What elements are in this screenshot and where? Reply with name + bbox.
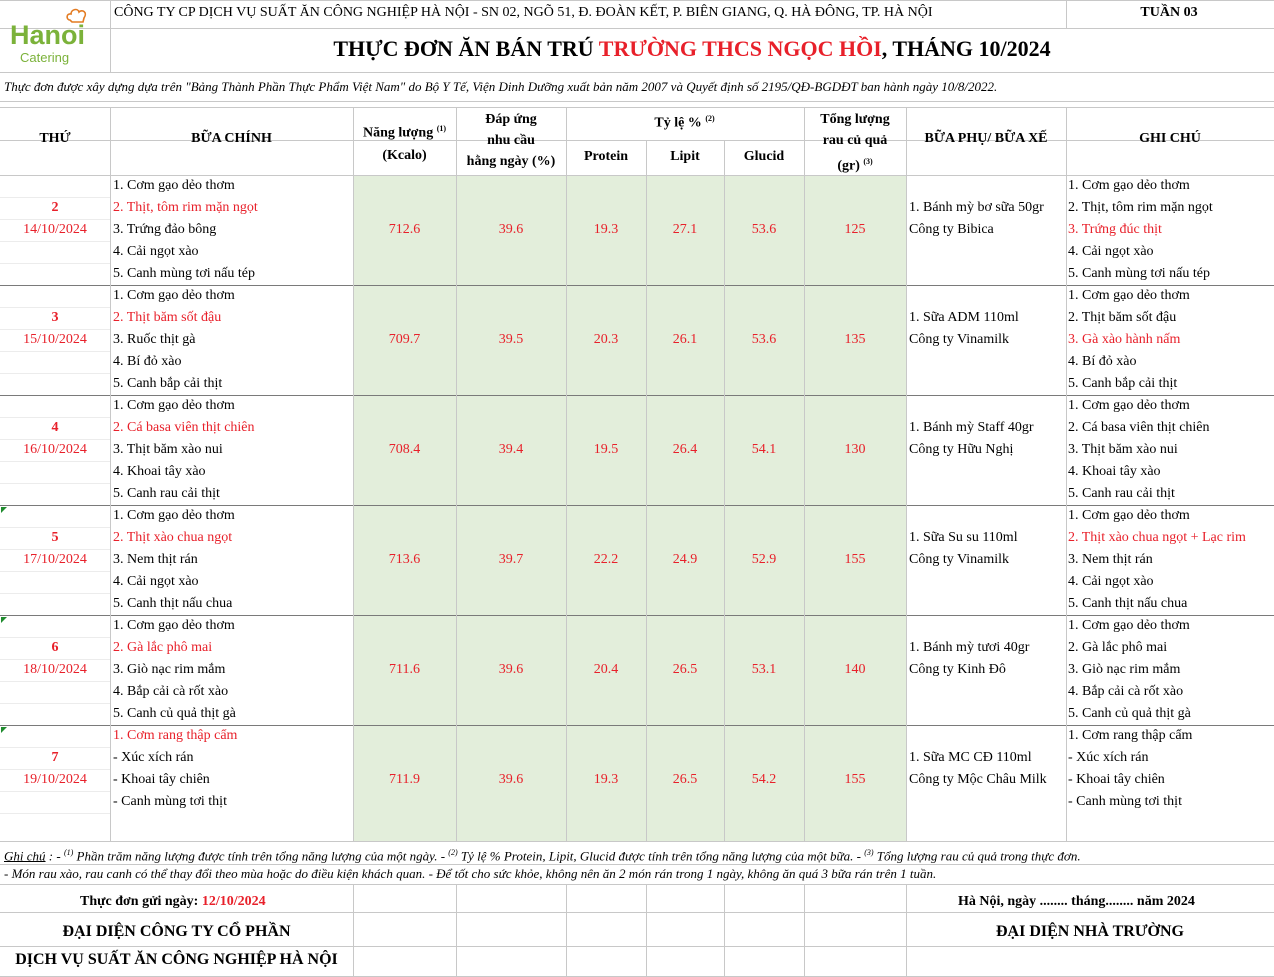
rau-2: rau củ quả bbox=[822, 133, 888, 148]
snack-item: 1. Sữa ADM 110ml bbox=[909, 310, 1019, 325]
note-item: 4. Bắp cải cà rốt xào bbox=[1068, 684, 1184, 699]
note-item: 5. Canh mùng tơi nấu tép bbox=[1068, 266, 1210, 281]
snack-item: 1. Bánh mỳ Staff 40gr bbox=[909, 420, 1034, 435]
week-label: TUẦN 03 bbox=[1140, 5, 1198, 20]
main-dish-item: 5. Canh bắp cải thịt bbox=[113, 376, 223, 391]
main-dish-item: 4. Bắp cải cà rốt xào bbox=[113, 684, 229, 699]
snack-supplier: Công ty Mộc Châu Milk bbox=[909, 772, 1047, 787]
value-protein: 20.3 bbox=[593, 332, 619, 347]
main-dish-item: 4. Khoai tây xào bbox=[113, 464, 206, 479]
nang-luong-unit: (Kcalo) bbox=[382, 147, 427, 163]
note-item: 2. Gà lắc phô mai bbox=[1068, 640, 1168, 655]
main-dish-item: 1. Cơm gạo dẻo thơm bbox=[113, 508, 235, 523]
note-item: 3. Giò nạc rim mắm bbox=[1068, 662, 1181, 677]
col-lipit: Lipit bbox=[670, 149, 700, 164]
day-number: 6 bbox=[51, 640, 59, 655]
logo-wordmark: Hanoi bbox=[10, 20, 86, 50]
day-date: 18/10/2024 bbox=[23, 662, 87, 677]
note-item: 5. Canh bắp cải thịt bbox=[1068, 376, 1178, 391]
value-glucid: 53.6 bbox=[751, 222, 777, 237]
row-line bbox=[0, 483, 110, 484]
note-item: 5. Canh thịt nấu chua bbox=[1068, 596, 1188, 611]
note-item: 3. Gà xào hành nấm bbox=[1068, 332, 1181, 347]
note-item: - Khoai tây chiên bbox=[1068, 772, 1165, 787]
dap-ung-1: Đáp ứng bbox=[485, 112, 537, 127]
row-line bbox=[0, 791, 110, 792]
value-energy: 711.9 bbox=[389, 772, 420, 787]
col-bua-phu: BỮA PHỤ/ BỮA XẾ bbox=[924, 131, 1048, 146]
footnote-3: Tổng lượng rau củ quả trong thực đơn. bbox=[873, 848, 1081, 864]
note-item: 3. Nem thịt rán bbox=[1068, 552, 1153, 567]
day-date: 14/10/2024 bbox=[23, 222, 87, 237]
grid-vline bbox=[456, 107, 457, 841]
main-dish-item: 2. Thịt xào chua ngọt bbox=[113, 530, 233, 545]
main-dish-item: 2. Thịt băm sốt đậu bbox=[113, 310, 222, 325]
main-dish-item: 2. Gà lắc phô mai bbox=[113, 640, 213, 655]
company-line: CÔNG TY CP DỊCH VỤ SUẤT ĂN CÔNG NGHIỆP HÀ NỘI - SN 02, NGÕ 51, Đ. ĐOÀN KẾT, P. BIÊN GIANG, Q. HÀ ĐÔNG, TP. HÀ NỘI bbox=[114, 5, 933, 20]
snack-supplier: Công ty Hữu Nghị bbox=[909, 442, 1014, 457]
day-number: 7 bbox=[51, 750, 59, 765]
grid-hline bbox=[0, 107, 1274, 108]
footnote-sep: : - bbox=[45, 848, 64, 864]
grid-hline bbox=[0, 28, 1274, 29]
day-number: 3 bbox=[51, 310, 59, 325]
note-item: 1. Cơm gạo dẻo thơm bbox=[1068, 508, 1190, 523]
main-dish-item: 4. Cải ngọt xào bbox=[113, 574, 199, 589]
grid-vline bbox=[724, 140, 725, 841]
main-dish-item: 2. Cá basa viên thịt chiên bbox=[113, 420, 255, 435]
footnote-line-2: - Món rau xào, rau canh có thể thay đổi theo mùa hoặc do điều kiện khách quan. - Để tốt cho sức khỏe, không nên ăn 2 món rán trong 1 ngày, không ăn quá 3 bữa rán trên 1 tuần. bbox=[4, 866, 937, 881]
footnote-sup-1: (1) bbox=[63, 848, 74, 857]
main-dish-item: 2. Thịt, tôm rim mặn ngọt bbox=[113, 200, 258, 215]
main-dish-item: 1. Cơm gạo dẻo thơm bbox=[113, 618, 235, 633]
snack-supplier: Công ty Kinh Đô bbox=[909, 662, 1006, 677]
col-ty-le bbox=[566, 114, 803, 132]
rep-company-1: ĐẠI DIỆN CÔNG TY CỔ PHẦN bbox=[62, 923, 291, 940]
snack-item: 1. Bánh mỳ tươi 40gr bbox=[909, 640, 1030, 655]
day-date: 16/10/2024 bbox=[23, 442, 87, 457]
main-dish-item: 4. Bí đỏ xào bbox=[113, 354, 182, 369]
value-energy: 711.6 bbox=[389, 662, 420, 677]
main-dish-item: - Canh mùng tơi thịt bbox=[113, 794, 227, 809]
grid-vline bbox=[566, 884, 567, 976]
main-dish-item: 1. Cơm gạo dẻo thơm bbox=[113, 288, 235, 303]
note-item: 1. Cơm gạo dẻo thơm bbox=[1068, 618, 1190, 633]
value-pct: 39.4 bbox=[498, 442, 524, 457]
main-dish-item: 1. Cơm gạo dẻo thơm bbox=[113, 398, 235, 413]
grid-hline bbox=[0, 841, 1274, 842]
value-glucid: 54.1 bbox=[751, 442, 777, 457]
main-dish-item: 3. Nem thịt rán bbox=[113, 552, 198, 567]
ty-le-label: Tỷ lệ % bbox=[654, 115, 702, 131]
place-date: Hà Nội, ngày ........ tháng........ năm 2024 bbox=[958, 894, 1195, 909]
snack-item: 1. Bánh mỳ bơ sữa 50gr bbox=[909, 200, 1044, 215]
sent-date: 12/10/2024 bbox=[201, 894, 266, 909]
footnote-2: Tỷ lệ % Protein, Lipit, Glucid được tính trên tổng năng lượng của một bữa. - bbox=[457, 848, 865, 864]
nang-luong-label: Năng lượng bbox=[362, 125, 434, 141]
row-line bbox=[0, 241, 110, 242]
value-veg: 125 bbox=[844, 222, 866, 237]
logo bbox=[8, 8, 104, 68]
value-energy: 708.4 bbox=[388, 442, 421, 457]
note-item: 4. Bí đỏ xào bbox=[1068, 354, 1137, 369]
grid-vline bbox=[724, 884, 725, 976]
note-item: 2. Thịt xào chua ngọt + Lạc rim bbox=[1068, 530, 1246, 545]
value-lipit: 26.1 bbox=[672, 332, 698, 347]
snack-supplier: Công ty Vinamilk bbox=[909, 332, 1010, 347]
value-energy: 709.7 bbox=[388, 332, 421, 347]
note-item: - Xúc xích rán bbox=[1068, 750, 1149, 765]
note-item: 3. Trứng đúc thịt bbox=[1068, 222, 1162, 237]
main-dish-item: 5. Canh thịt nấu chua bbox=[113, 596, 233, 611]
note-item: 4. Cải ngọt xào bbox=[1068, 244, 1154, 259]
value-lipit: 24.9 bbox=[672, 552, 698, 567]
main-dish-item: - Khoai tây chiên bbox=[113, 772, 210, 787]
snack-item: 1. Sữa MC CĐ 110ml bbox=[909, 750, 1032, 765]
value-protein: 19.5 bbox=[593, 442, 619, 457]
sent-date-line bbox=[80, 892, 266, 912]
note-item: 5. Canh củ quả thịt gà bbox=[1068, 706, 1191, 721]
day-date: 15/10/2024 bbox=[23, 332, 87, 347]
day-number: 4 bbox=[51, 420, 59, 435]
main-dish-item: 3. Giò nạc rim mắm bbox=[113, 662, 226, 677]
value-pct: 39.6 bbox=[498, 662, 524, 677]
col-rau bbox=[804, 109, 906, 177]
rep-company-2: DỊCH VỤ SUẤT ĂN CÔNG NGHIỆP HÀ NỘI bbox=[15, 951, 338, 968]
value-energy: 712.6 bbox=[388, 222, 421, 237]
main-dish-item: 3. Thịt băm xào nui bbox=[113, 442, 223, 457]
note-item: 3. Thịt băm xào nui bbox=[1068, 442, 1178, 457]
value-glucid: 53.6 bbox=[751, 332, 777, 347]
main-dish-item: 1. Cơm rang thập cẩm bbox=[113, 728, 238, 743]
footnote-line-1 bbox=[4, 843, 1081, 866]
value-veg: 155 bbox=[844, 772, 866, 787]
value-lipit: 26.5 bbox=[672, 772, 698, 787]
main-dish-item: 5. Canh mùng tơi nấu tép bbox=[113, 266, 255, 281]
value-protein: 19.3 bbox=[593, 772, 619, 787]
value-veg: 155 bbox=[844, 552, 866, 567]
value-energy: 713.6 bbox=[388, 552, 421, 567]
row-line bbox=[0, 461, 110, 462]
row-line bbox=[0, 351, 110, 352]
comment-marker-icon bbox=[1, 617, 7, 623]
value-pct: 39.5 bbox=[498, 332, 524, 347]
row-line bbox=[0, 263, 110, 264]
ghi-chu-label: Ghi chú bbox=[4, 848, 46, 864]
grid-vline bbox=[566, 107, 567, 841]
grid-vline bbox=[646, 140, 647, 841]
footnote-sup-2: (2) bbox=[448, 848, 458, 857]
snack-supplier: Công ty Vinamilk bbox=[909, 552, 1010, 567]
grid-hline bbox=[0, 912, 1274, 913]
row-line bbox=[0, 703, 110, 704]
note-item: 4. Cải ngọt xào bbox=[1068, 574, 1154, 589]
row-line bbox=[0, 681, 110, 682]
value-glucid: 52.9 bbox=[751, 552, 777, 567]
grid-vline bbox=[1066, 107, 1067, 841]
dap-ung-2: nhu cầu bbox=[487, 133, 535, 148]
value-glucid: 54.2 bbox=[751, 772, 777, 787]
grid-hline bbox=[0, 72, 1274, 73]
chef-hat-icon bbox=[66, 8, 88, 31]
col-protein: Protein bbox=[583, 149, 629, 164]
page-title bbox=[110, 36, 1274, 62]
main-dish-item: 4. Cải ngọt xào bbox=[113, 244, 199, 259]
note-item: 5. Canh rau cải thịt bbox=[1068, 486, 1175, 501]
note-item: 1. Cơm rang thập cẩm bbox=[1068, 728, 1193, 743]
dap-ung-3: hằng ngày (%) bbox=[466, 154, 556, 169]
rep-school: ĐẠI DIỆN NHÀ TRƯỜNG bbox=[995, 923, 1184, 940]
logo-subtitle: Catering bbox=[20, 50, 70, 65]
grid-vline bbox=[110, 107, 111, 841]
grid-vline bbox=[906, 107, 907, 841]
main-dish-item: 1. Cơm gạo dẻo thơm bbox=[113, 178, 235, 193]
day-number: 2 bbox=[51, 200, 59, 215]
value-glucid: 53.1 bbox=[751, 662, 777, 677]
note-item: 1. Cơm gạo dẻo thơm bbox=[1068, 178, 1190, 193]
snack-item: 1. Sữa Su su 110ml bbox=[909, 530, 1018, 545]
grid-hline bbox=[0, 884, 1274, 885]
col-glucid: Glucid bbox=[743, 149, 785, 164]
note-item: 2. Cá basa viên thịt chiên bbox=[1068, 420, 1210, 435]
grid-vline bbox=[353, 107, 354, 841]
main-dish-item: 5. Canh củ quả thịt gà bbox=[113, 706, 236, 721]
grid-vline bbox=[646, 884, 647, 976]
row-line bbox=[0, 593, 110, 594]
snack-bg bbox=[907, 175, 1066, 841]
row-line bbox=[0, 813, 110, 814]
row-line bbox=[0, 571, 110, 572]
note-item: 2. Thịt, tôm rim mặn ngọt bbox=[1068, 200, 1213, 215]
rau-1: Tổng lượng bbox=[820, 112, 890, 127]
grid-hline bbox=[566, 140, 804, 141]
main-dish-item: 5. Canh rau cải thịt bbox=[113, 486, 220, 501]
grid-vline bbox=[456, 884, 457, 976]
footnote-1: Phần trăm năng lượng được tính trên tổng năng lượng của một ngày. - bbox=[73, 848, 449, 864]
row-line bbox=[0, 373, 110, 374]
main-dish-item: 3. Trứng đảo bông bbox=[113, 222, 217, 237]
comment-marker-icon bbox=[1, 727, 7, 733]
note-item: 1. Cơm gạo dẻo thơm bbox=[1068, 398, 1190, 413]
value-lipit: 27.1 bbox=[672, 222, 698, 237]
comment-marker-icon bbox=[1, 507, 7, 513]
title-part1: THỰC ĐƠN ĂN BÁN TRÚ bbox=[333, 36, 599, 61]
rau-3: (gr) bbox=[837, 158, 860, 174]
value-pct: 39.7 bbox=[498, 552, 524, 567]
footnote-sup-3: (3) bbox=[864, 848, 874, 857]
main-dish-item: 3. Ruốc thịt gà bbox=[113, 332, 196, 347]
value-pct: 39.6 bbox=[498, 222, 524, 237]
col-dap-ung bbox=[456, 109, 566, 172]
note-item: 4. Khoai tây xào bbox=[1068, 464, 1161, 479]
col-ghi-chu: GHI CHÚ bbox=[1139, 131, 1201, 146]
value-lipit: 26.5 bbox=[672, 662, 698, 677]
value-protein: 20.4 bbox=[593, 662, 619, 677]
sent-label: Thực đơn gửi ngày: bbox=[80, 894, 202, 909]
col-bua-chinh: BỮA CHÍNH bbox=[191, 131, 272, 146]
main-dish-item: - Xúc xích rán bbox=[113, 750, 194, 765]
value-protein: 22.2 bbox=[593, 552, 619, 567]
note-item: 2. Thịt băm sốt đậu bbox=[1068, 310, 1177, 325]
value-veg: 135 bbox=[844, 332, 866, 347]
day-date: 17/10/2024 bbox=[23, 552, 87, 567]
value-veg: 130 bbox=[844, 442, 866, 457]
col-nang-luong bbox=[353, 118, 456, 167]
grid-hline bbox=[0, 946, 1274, 947]
title-school: TRƯỜNG THCS NGỌC HỒI bbox=[598, 36, 882, 61]
value-lipit: 26.4 bbox=[672, 442, 698, 457]
value-veg: 140 bbox=[844, 662, 866, 677]
rau-sup: (3) bbox=[863, 157, 873, 166]
title-part2: , THÁNG 10/2024 bbox=[881, 36, 1051, 61]
grid-vline bbox=[353, 884, 354, 976]
grid-vline bbox=[804, 884, 805, 976]
day-number: 5 bbox=[51, 530, 59, 545]
value-pct: 39.6 bbox=[498, 772, 524, 787]
snack-supplier: Công ty Bibica bbox=[909, 222, 994, 237]
subtitle: Thực đơn được xây dựng dựa trên "Bảng Thành Phần Thực Phẩm Việt Nam" do Bộ Y Tế, Viện Dinh Dưỡng xuất bản năm 2007 và Quyết định số 2195/QĐ-BGDĐT ban hành ngày 10/8/2022. bbox=[4, 79, 998, 94]
ty-le-sup: (2) bbox=[705, 114, 715, 123]
note-item: - Canh mùng tơi thịt bbox=[1068, 794, 1182, 809]
grid-hline bbox=[0, 0, 1274, 1]
grid-hline bbox=[0, 101, 1274, 102]
day-date: 19/10/2024 bbox=[23, 772, 87, 787]
col-thu: THỨ bbox=[39, 131, 71, 146]
grid-vline bbox=[804, 107, 805, 841]
value-protein: 19.3 bbox=[593, 222, 619, 237]
nang-luong-sup: (1) bbox=[436, 124, 447, 133]
note-item: 1. Cơm gạo dẻo thơm bbox=[1068, 288, 1190, 303]
